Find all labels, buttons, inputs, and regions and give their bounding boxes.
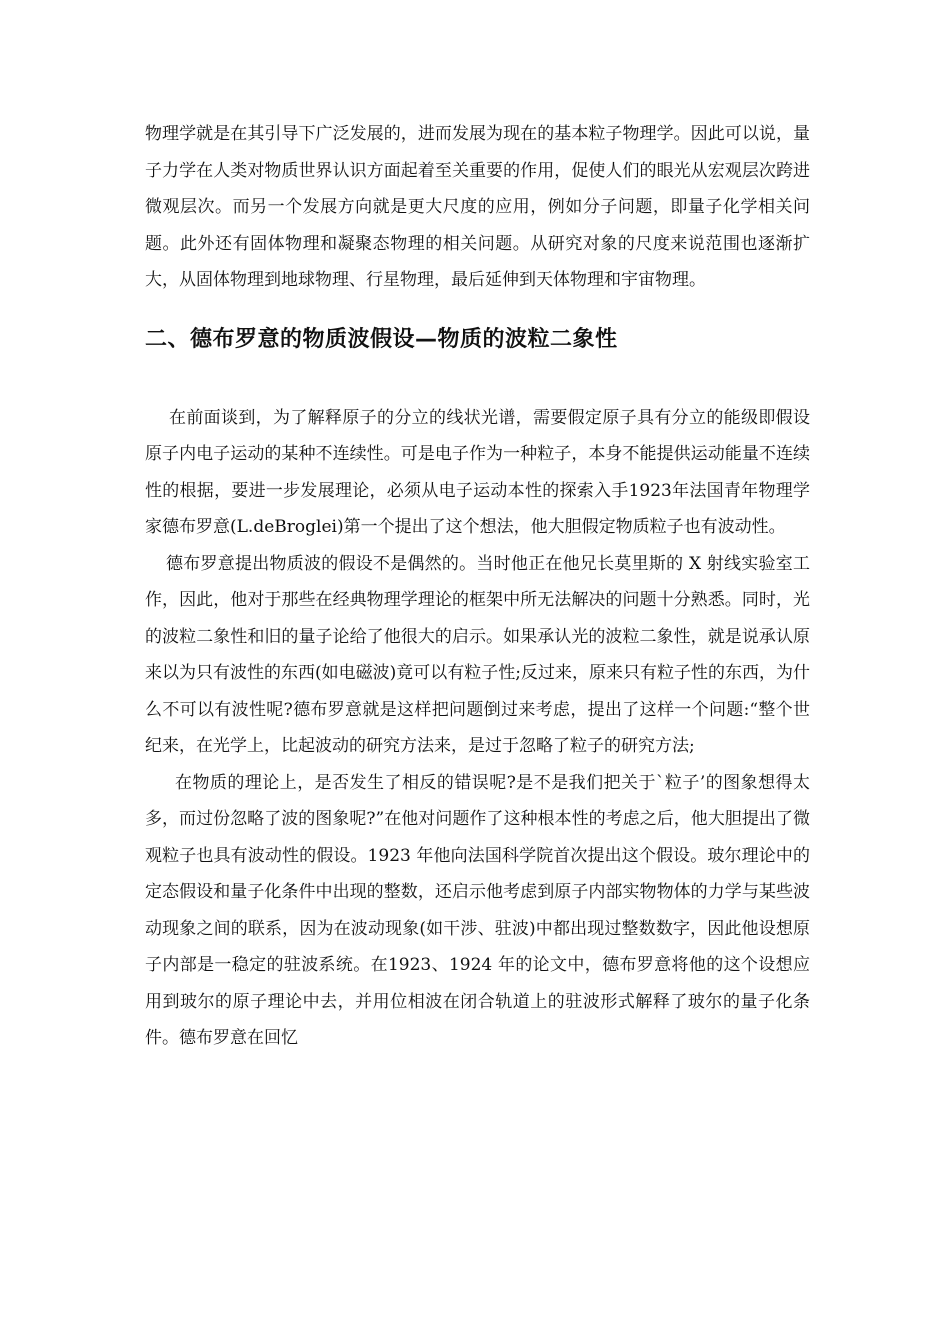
body-paragraph: 物理学就是在其引导下广泛发展的，进而发展为现在的基本粒子物理学。因此可以说，量子力学在人类对物质世界认识方面起着至关重要的作用，促使人们的眼光从宏观层次跨进微观层次。而另一个发展方向就是更大尺度的应用，例如分子问题，即量子化学相关问题。此外还有固体物理和凝聚态物理的相关问题。从研究对象的尺度来说范围也逐渐扩大，从固体物理到地球物理、行星物理，最后延伸到天体物理和宇宙物理。 — [145, 124, 810, 290]
document-body — [145, 116, 810, 1057]
section-heading: 二、德布罗意的物质波假设—物质的波粒二象性 — [145, 326, 618, 352]
body-paragraph: 德布罗意提出物质波的假设不是偶然的。当时他正在他兄长莫里斯的 X 射线实验室工作，因此，他对于那些在经典物理学理论的框架中所无法解决的问题十分熟悉。同时，光的波粒二象性和旧的量子论给了他很大的启示。如果承认光的波粒二象性，就是说承认原来以为只有波性的东西(如电磁波)竟可以有粒子性;反过来，原来只有粒子性的东西，为什么不可以有波性呢?德布罗意就是这样把问题倒过来考虑，提出了这样一个问题:“整个世纪来，在光学上，比起波动的研究方法来，是过于忽略了粒子的研究方法; — [145, 553, 810, 756]
body-paragraph: 在物质的理论上，是否发生了相反的错误呢?是不是我们把关于`粒子’的图象想得太多，而过份忽略了波的图象呢?”在他对问题作了这种根本性的考虑之后，他大胆提出了微观粒子也具有波动性的假设。1923 年他向法国科学院首次提出这个假设。玻尔理论中的定态假设和量子化条件中出现的整数，还启示他考虑到原子内部实物物体的力学与某些波动现象之间的联系，因为在波动现象(如干涉、驻波)中都出现过整数数字，因此他设想原子内部是一稳定的驻波系统。在1923、1924 年的论文中，德布罗意将他的这个设想应用到玻尔的原子理论中去，并用位相波在闭合轨道上的驻波形式解释了玻尔的量子化条件。德布罗意在回忆 — [145, 772, 810, 1048]
body-paragraph: 在前面谈到，为了解释原子的分立的线状光谱，需要假定原子具有分立的能级即假设原子内电子运动的某种不连续性。可是电子作为一种粒子，本身不能提供运动能量不连续性的根据，要进一步发展理论，必须从电子运动本性的探索入手1923年法国青年物理学家德布罗意(L.deBroglei)第一个提出了这个想法，他大胆假定物质粒子也有波动性。 — [145, 407, 810, 537]
